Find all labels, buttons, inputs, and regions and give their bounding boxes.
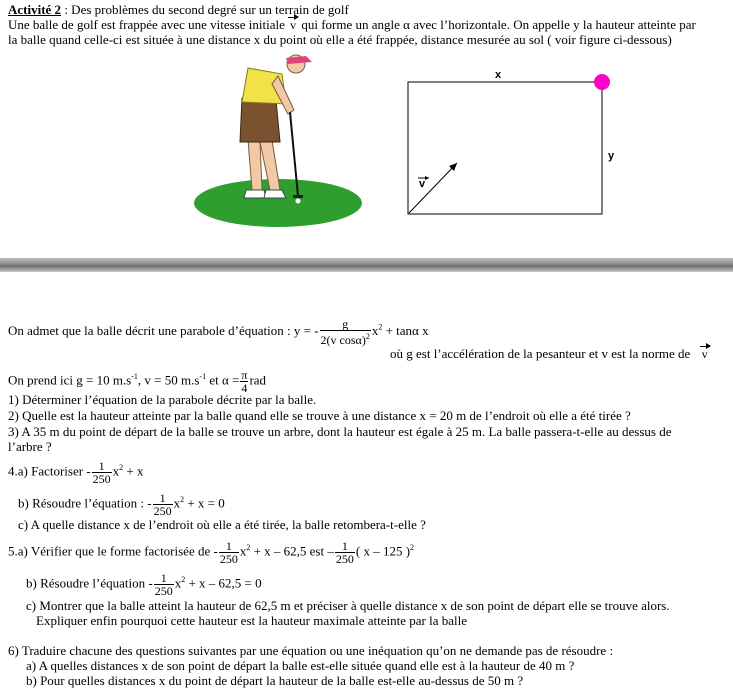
q4b-fraction: [153, 492, 173, 517]
q4a-suffix: + x: [126, 463, 144, 479]
question-2: 2) Quelle est la hauteur atteinte par la balle quand elle se trouve à une distance x = 20 m de l’endroit où elle a été tirée ?: [8, 408, 631, 423]
g-note-vector: v: [701, 347, 708, 361]
g-note: [390, 346, 710, 362]
q4b-prefix: b) Résoudre l’équation : -: [18, 495, 152, 511]
values-line: [8, 369, 266, 394]
question-4a: [8, 460, 144, 485]
q5a-num2: 1: [335, 540, 355, 553]
q5a-sup2: 2: [410, 543, 415, 553]
ball-marker: [594, 74, 610, 90]
q5a-prefix: 5.a) Vérifier que le forme factorisée de -: [8, 543, 218, 559]
question-5c-line-1: c) Montrer que la balle atteint la hauteur de 62,5 m et préciser à quelle distance x de son point de départ elle se trouve alors.: [26, 598, 670, 613]
q5a-x: x: [239, 543, 247, 559]
question-1: 1) Déterminer l’équation de la parabole décrite par la balle.: [8, 392, 317, 407]
g-note-text: où g est l’accélération de la pesanteur et v est la norme de: [390, 346, 691, 361]
equation-num: g: [320, 318, 371, 331]
alpha-num: π: [241, 368, 248, 382]
q4a-den: 250: [92, 472, 111, 486]
alpha-fraction: [240, 369, 248, 394]
values-unit: rad: [249, 372, 267, 388]
q5a-fraction-2: [335, 540, 355, 565]
q4b-suffix: + x = 0: [187, 495, 225, 511]
intro-text-a: Une balle de golf est frappée avec une vitesse initiale: [8, 17, 285, 32]
trajectory-diagram: [405, 65, 635, 225]
equation-x-sup: 2: [378, 322, 383, 332]
q5b-fraction: [154, 572, 174, 597]
q4b-x: x: [173, 495, 181, 511]
q4b-sup: 2: [180, 495, 185, 505]
q5b-suffix: + x – 62,5 = 0: [188, 575, 262, 591]
equation-line: [8, 318, 429, 346]
equation-x: x: [371, 322, 379, 338]
question-5b: [26, 572, 262, 597]
question-5a: [8, 540, 414, 565]
values-prefix: On prend ici g = 10 m.s: [8, 372, 132, 388]
q5a-den2: 250: [335, 552, 354, 566]
q4a-sup: 2: [119, 463, 124, 473]
separator-bar: [0, 258, 733, 272]
q4b-num: 1: [153, 492, 173, 505]
activity-subtitle: : Des problèmes du second degré sur un terrain de golf: [61, 2, 349, 17]
equation-fraction: [320, 318, 371, 346]
question-6: 6) Traduire chacune des questions suivantes par une équation ou une inéquation qu’on ne demande pas de résoudre :: [8, 643, 614, 658]
alpha-den: 4: [241, 381, 248, 395]
question-3a: 3) A 35 m du point de départ de la balle se trouve un arbre, dont la hauteur est égale à 25 m. La balle passera-t-elle au dessus de: [8, 424, 672, 439]
vector-v: v: [290, 18, 297, 32]
q5a-sup: 2: [246, 543, 251, 553]
equation-den: 2(v cosα): [320, 333, 366, 347]
activity-label: Activité 2: [8, 2, 62, 17]
question-4c: c) A quelle distance x de l’endroit où elle a été tirée, la balle retombera-t-elle ?: [18, 517, 426, 532]
label-y: y: [608, 150, 615, 162]
question-6a: a) A quelles distances x de son point de départ la balle est-elle située quand elle est à la hauteur de 40 m ?: [26, 658, 575, 673]
values-sup1: -1: [131, 372, 138, 382]
question-4b: [18, 492, 225, 517]
equation-den-sup: 2: [365, 332, 370, 341]
question-5c-line-2: Expliquer enfin pourquoi cette hauteur est la hauteur maximale atteinte par la balle: [36, 613, 467, 628]
intro-text-b: qui forme un angle α avec l’horizontale. On appelle y la hauteur atteinte par: [301, 17, 696, 32]
q5a-den: 250: [219, 552, 238, 566]
q5a-mid: + x – 62,5 est –: [253, 543, 334, 559]
values-sup2: -1: [199, 372, 207, 382]
intro-line-2: la balle quand celle-ci est située à une distance x du point où elle a été frappée, distance mesurée au sol ( voir figure ci-dessous): [8, 32, 672, 47]
q4b-den: 250: [153, 504, 172, 518]
values-mid: , v = 50 m.s: [137, 372, 200, 388]
q4a-fraction: [92, 460, 112, 485]
q5b-prefix: b) Résoudre l’équation -: [26, 575, 153, 591]
q4a-x: x: [112, 463, 120, 479]
q5b-num: 1: [154, 572, 174, 585]
question-6b: b) Pour quelles distances x du point de départ la hauteur de la balle est-elle au-dessus de 50 m ?: [26, 673, 524, 688]
golfer-illustration: [190, 50, 365, 230]
label-x: x: [495, 69, 502, 81]
q5b-sup: 2: [181, 575, 186, 585]
equation-suffix: + tanα x: [385, 322, 429, 338]
question-3b: l’arbre ?: [8, 439, 52, 454]
q5b-den: 250: [154, 584, 173, 598]
velocity-arrow: [409, 163, 457, 213]
label-v: v: [419, 178, 426, 190]
q4a-num: 1: [92, 460, 112, 473]
q5a-suffix: ( x – 125 ): [355, 543, 411, 559]
q4a-prefix: 4.a) Factoriser -: [8, 463, 91, 479]
intro-line-1: [8, 17, 696, 33]
q5a-fraction: [219, 540, 239, 565]
equation-prefix: On admet que la balle décrit une parabole d’équation : y = -: [8, 322, 319, 338]
q5a-num: 1: [219, 540, 239, 553]
values-alpha: et α =: [206, 372, 240, 388]
q5b-x: x: [174, 575, 182, 591]
